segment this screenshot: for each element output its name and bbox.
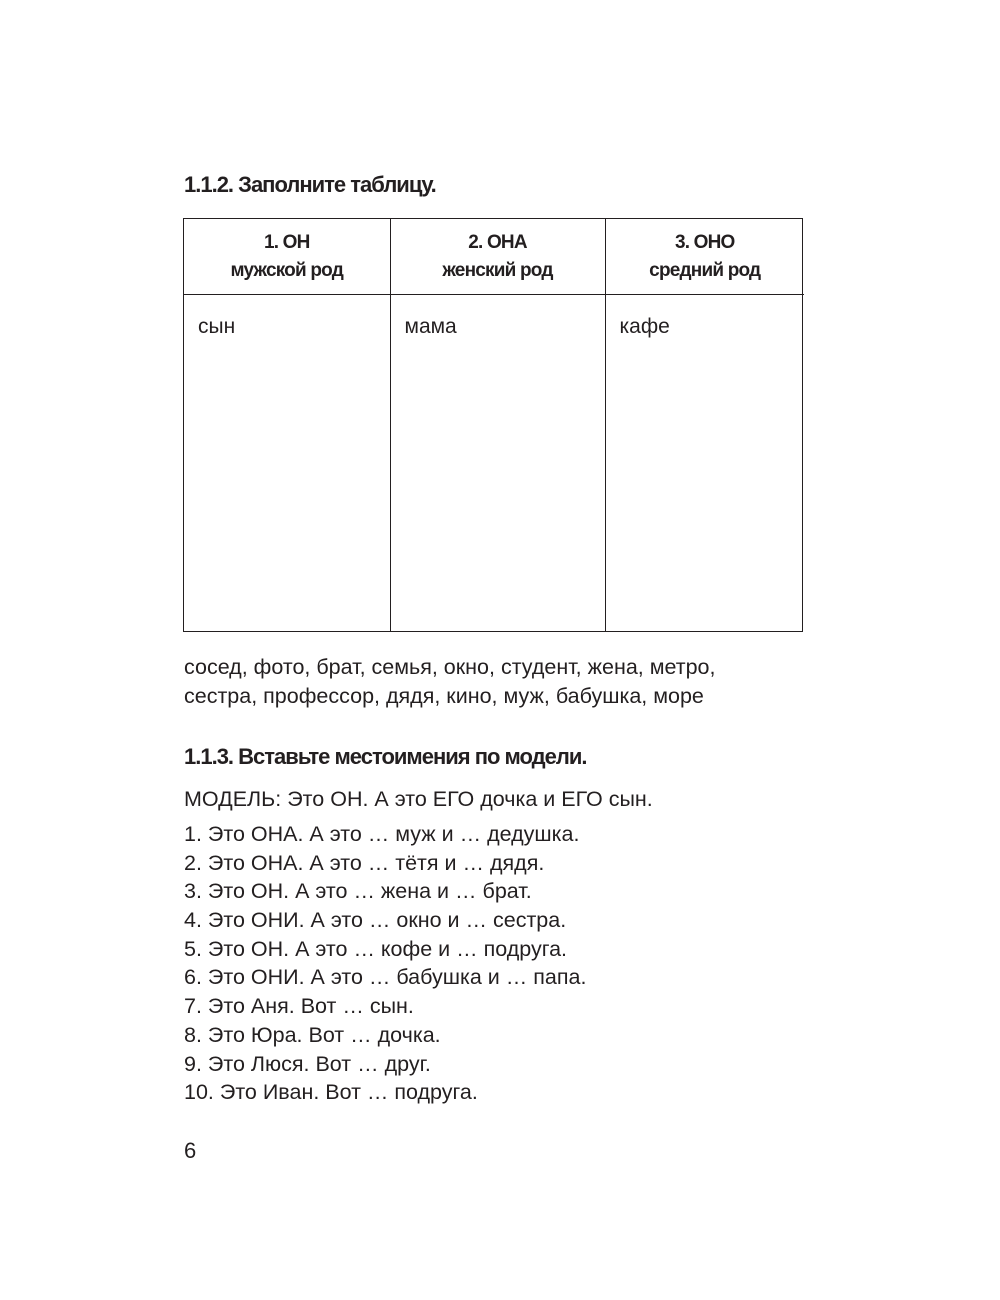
exercise-2-title: 1.1.3. Вставьте местоимения по модели. <box>184 744 587 769</box>
cell-feminine[interactable]: мама <box>390 295 605 632</box>
exercise-1-title: 1.1.2. Заполните таблицу. <box>184 172 436 197</box>
word-bank-line-2: сестра, профессор, дядя, кино, муж, бабушка, море <box>184 684 704 708</box>
list-item: 4. Это ОНИ. А это … окно и … сестра. <box>184 908 567 933</box>
header-masculine <box>184 219 390 295</box>
table-header-row <box>184 219 804 295</box>
header-neuter-gender: средний род <box>649 259 761 281</box>
list-item: 9. Это Люся. Вот … друг. <box>184 1051 431 1076</box>
cell-neuter[interactable]: кафе <box>605 295 804 632</box>
header-neuter-number: 3. ОНО <box>674 231 735 253</box>
header-masculine-number: 1. ОН <box>263 231 310 253</box>
cell-masculine[interactable]: сын <box>184 295 390 632</box>
header-neuter <box>605 219 804 295</box>
list-item: 10. Это Иван. Вот … подруга. <box>184 1080 478 1105</box>
list-item: 8. Это Юра. Вот … дочка. <box>184 1022 441 1047</box>
list-item: 7. Это Аня. Вот … сын. <box>184 994 414 1019</box>
list-item: 2. Это ОНА. А это … тётя и … дядя. <box>184 850 545 875</box>
list-item: 3. Это ОН. А это … жена и … брат. <box>184 879 532 904</box>
exercise-2-list <box>184 820 586 1107</box>
table-body-row <box>184 295 804 632</box>
gender-table-grid <box>184 219 804 631</box>
header-masculine-gender: мужской род <box>230 259 343 281</box>
list-item: 6. Это ОНИ. А это … бабушка и … папа. <box>184 965 587 990</box>
gender-table <box>183 218 803 632</box>
header-feminine-gender: женский род <box>442 259 553 281</box>
word-bank-line-1: сосед, фото, брат, семья, окно, студент, жена, метро, <box>184 655 716 679</box>
header-feminine <box>390 219 605 295</box>
header-feminine-number: 2. ОНА <box>468 231 527 253</box>
list-item: 5. Это ОН. А это … кофе и … подруга. <box>184 936 568 961</box>
list-item: 1. Это ОНА. А это … муж и … дедушка. <box>184 822 580 846</box>
page-number: 6 <box>184 1138 197 1163</box>
model-sentence: МОДЕЛЬ: Это ОН. А это ЕГО дочка и ЕГО сын. <box>184 787 653 811</box>
